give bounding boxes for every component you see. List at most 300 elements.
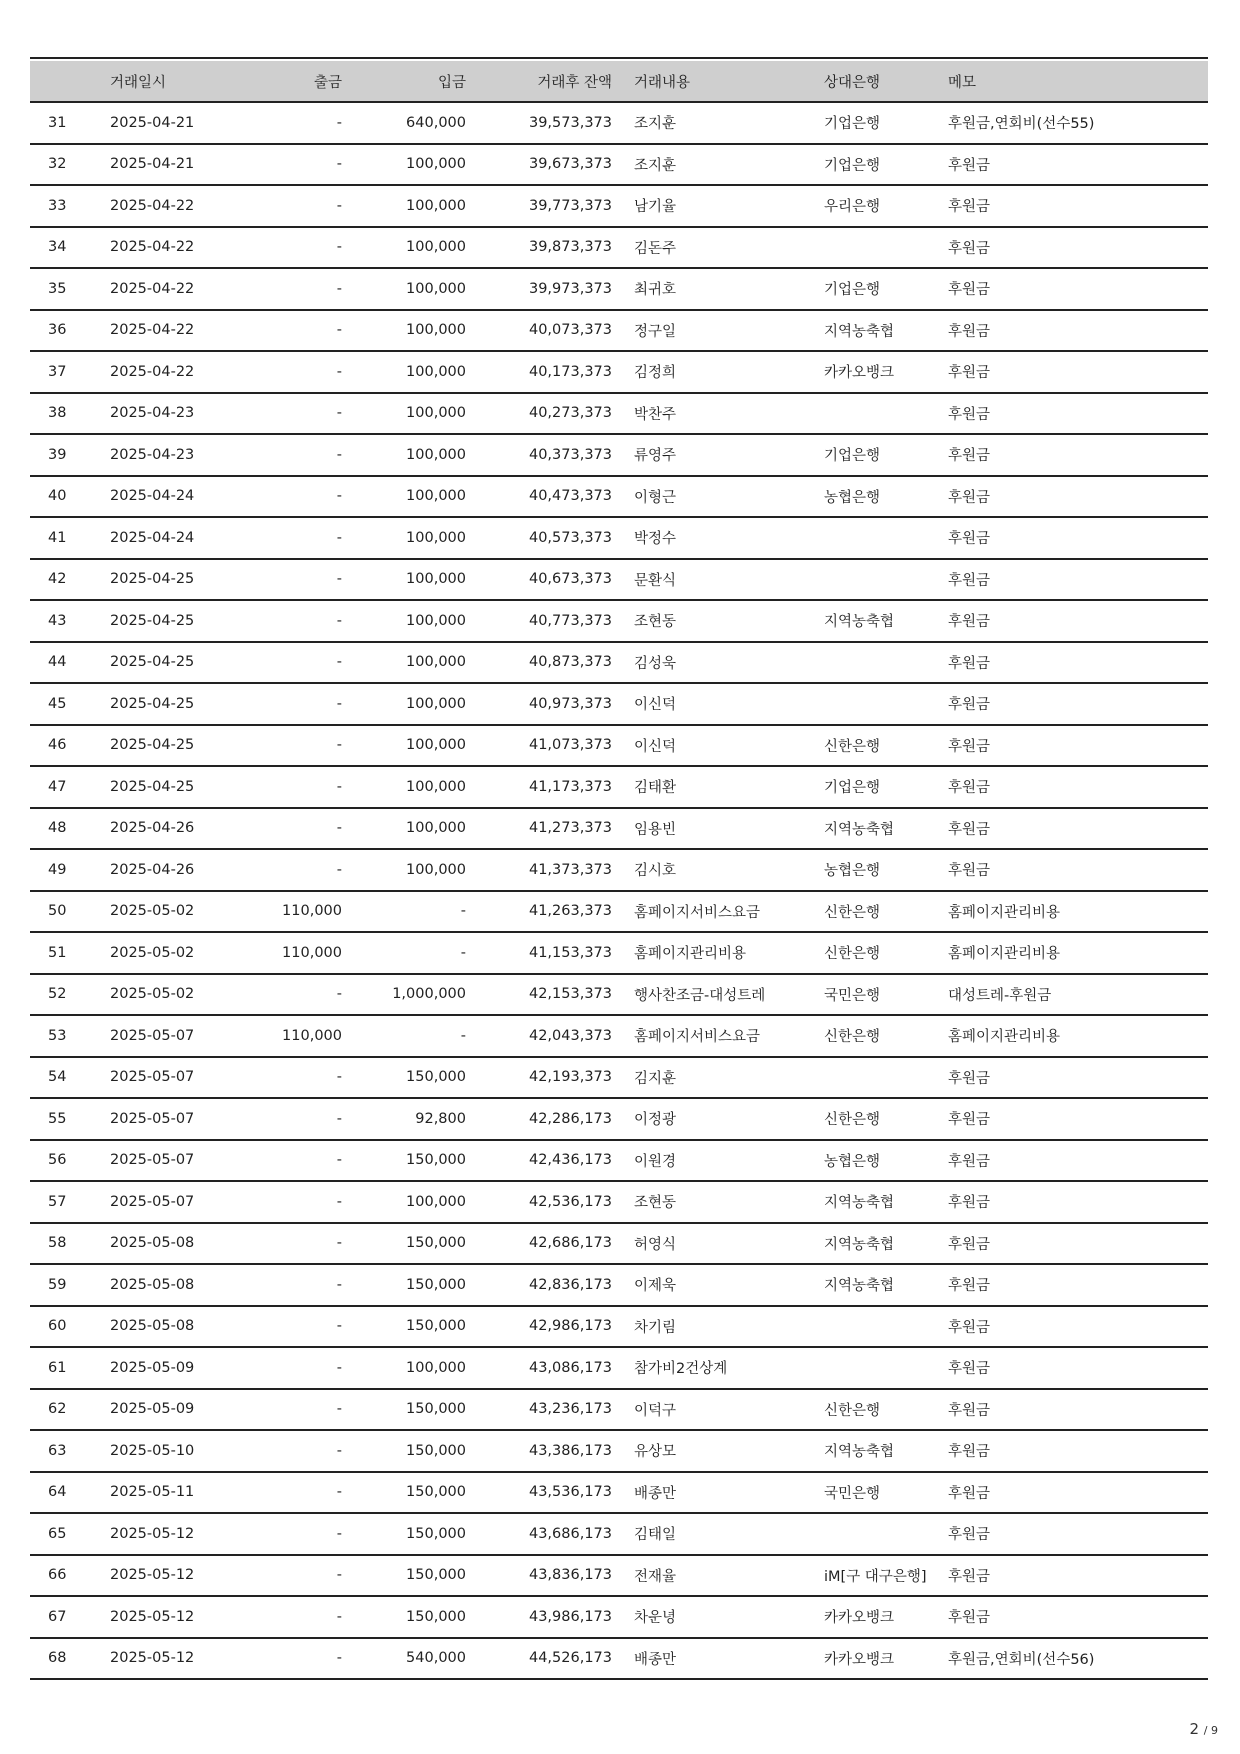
cell-description: 홈페이지서비스요금 [634,891,824,933]
cell-withdraw: - [230,849,342,891]
cell-date: 2025-05-07 [110,1098,230,1140]
table-row [30,351,1208,393]
cell-withdraw: - [230,725,342,767]
cell-bank: 신한은행 [824,1098,948,1140]
cell-withdraw: - [230,1430,342,1472]
cell-date: 2025-04-22 [110,227,230,269]
cell-no: 67 [30,1596,110,1638]
cell-deposit: 100,000 [342,310,466,352]
cell-date: 2025-05-02 [110,974,230,1016]
cell-withdraw: - [230,1638,342,1680]
cell-description: 배종만 [634,1638,824,1680]
cell-description: 차기림 [634,1306,824,1348]
cell-balance: 40,373,373 [466,434,612,476]
cell-description: 홈페이지서비스요금 [634,1015,824,1057]
cell-bank: 신한은행 [824,1389,948,1431]
cell-deposit: 150,000 [342,1472,466,1514]
cell-deposit: 100,000 [342,517,466,559]
cell-no: 65 [30,1513,110,1555]
cell-balance: 42,286,173 [466,1098,612,1140]
cell-deposit: - [342,891,466,933]
cell-memo: 후원금 [948,517,1208,559]
cell-no: 50 [30,891,110,933]
cell-spacer [612,1264,634,1306]
cell-balance: 42,436,173 [466,1140,612,1182]
cell-date: 2025-05-02 [110,891,230,933]
cell-date: 2025-04-25 [110,683,230,725]
cell-description: 김지훈 [634,1057,824,1099]
cell-deposit: 150,000 [342,1430,466,1472]
cell-balance: 39,973,373 [466,268,612,310]
cell-spacer [612,310,634,352]
cell-no: 38 [30,393,110,435]
cell-bank [824,1347,948,1389]
cell-deposit: 100,000 [342,268,466,310]
cell-spacer [612,351,634,393]
cell-no: 41 [30,517,110,559]
cell-spacer [612,1057,634,1099]
cell-bank: 지역농축협 [824,1181,948,1223]
cell-withdraw: - [230,144,342,186]
cell-balance: 43,986,173 [466,1596,612,1638]
cell-bank: 지역농축협 [824,310,948,352]
cell-date: 2025-04-21 [110,102,230,144]
cell-date: 2025-04-25 [110,600,230,642]
cell-bank: 지역농축협 [824,808,948,850]
table-row [30,1555,1208,1597]
cell-withdraw: - [230,227,342,269]
cell-date: 2025-05-09 [110,1389,230,1431]
cell-withdraw: - [230,393,342,435]
cell-no: 54 [30,1057,110,1099]
cell-withdraw: - [230,268,342,310]
cell-withdraw: - [230,808,342,850]
cell-no: 53 [30,1015,110,1057]
cell-balance: 42,986,173 [466,1306,612,1348]
cell-withdraw: - [230,1472,342,1514]
cell-memo: 홈페이지관리비용 [948,1015,1208,1057]
cell-deposit: 100,000 [342,1347,466,1389]
cell-spacer [612,102,634,144]
cell-description: 이신덕 [634,725,824,767]
cell-balance: 41,273,373 [466,808,612,850]
cell-spacer [612,725,634,767]
cell-date: 2025-05-07 [110,1015,230,1057]
cell-no: 40 [30,476,110,518]
cell-deposit: 100,000 [342,1181,466,1223]
cell-no: 37 [30,351,110,393]
cell-memo: 후원금 [948,1430,1208,1472]
cell-description: 홈페이지관리비용 [634,932,824,974]
cell-bank: 우리은행 [824,185,948,227]
table-row [30,891,1208,933]
table-row [30,1223,1208,1265]
table-row [30,1181,1208,1223]
cell-deposit: 100,000 [342,227,466,269]
cell-deposit: 100,000 [342,849,466,891]
header-withdraw: 출금 [230,61,342,102]
cell-withdraw: - [230,1555,342,1597]
cell-description: 전재율 [634,1555,824,1597]
cell-date: 2025-04-24 [110,476,230,518]
cell-bank [824,1513,948,1555]
header-memo: 메모 [948,61,1208,102]
cell-balance: 41,073,373 [466,725,612,767]
cell-deposit: 150,000 [342,1555,466,1597]
table-row [30,1513,1208,1555]
cell-description: 이정광 [634,1098,824,1140]
cell-description: 김태환 [634,766,824,808]
cell-no: 44 [30,642,110,684]
cell-description: 문환식 [634,559,824,601]
cell-memo: 후원금 [948,1389,1208,1431]
cell-no: 49 [30,849,110,891]
cell-balance: 40,773,373 [466,600,612,642]
cell-bank [824,517,948,559]
cell-no: 43 [30,600,110,642]
cell-description: 김시호 [634,849,824,891]
cell-deposit: 100,000 [342,393,466,435]
cell-balance: 40,973,373 [466,683,612,725]
cell-memo: 홈페이지관리비용 [948,891,1208,933]
cell-date: 2025-04-24 [110,517,230,559]
table-row [30,1430,1208,1472]
table-row [30,766,1208,808]
cell-memo: 후원금 [948,393,1208,435]
cell-date: 2025-04-21 [110,144,230,186]
cell-description: 조지훈 [634,144,824,186]
table-header-row [30,61,1208,102]
cell-withdraw: 110,000 [230,932,342,974]
cell-description: 최귀호 [634,268,824,310]
table-row [30,1140,1208,1182]
cell-deposit: 150,000 [342,1140,466,1182]
cell-spacer [612,144,634,186]
cell-bank: 카카오뱅크 [824,1596,948,1638]
cell-description: 조현동 [634,1181,824,1223]
cell-bank: 농협은행 [824,476,948,518]
cell-deposit: 150,000 [342,1596,466,1638]
cell-bank: 카카오뱅크 [824,351,948,393]
cell-no: 39 [30,434,110,476]
cell-memo: 후원금 [948,1472,1208,1514]
cell-memo: 후원금 [948,1555,1208,1597]
cell-date: 2025-05-08 [110,1223,230,1265]
cell-bank [824,393,948,435]
cell-no: 61 [30,1347,110,1389]
cell-deposit: 150,000 [342,1513,466,1555]
cell-memo: 홈페이지관리비용 [948,932,1208,974]
cell-spacer [612,1513,634,1555]
cell-no: 46 [30,725,110,767]
cell-withdraw: 110,000 [230,1015,342,1057]
cell-no: 66 [30,1555,110,1597]
cell-bank: 신한은행 [824,891,948,933]
cell-no: 51 [30,932,110,974]
table-body [30,102,1208,1679]
page-total: / 9 [1203,1724,1218,1737]
cell-balance: 42,193,373 [466,1057,612,1099]
cell-no: 55 [30,1098,110,1140]
cell-spacer [612,932,634,974]
cell-date: 2025-04-22 [110,351,230,393]
cell-balance: 39,873,373 [466,227,612,269]
cell-spacer [612,808,634,850]
table-row [30,849,1208,891]
cell-memo: 후원금 [948,1513,1208,1555]
table-row [30,725,1208,767]
cell-deposit: - [342,1015,466,1057]
cell-withdraw: - [230,642,342,684]
cell-memo: 후원금 [948,600,1208,642]
cell-no: 48 [30,808,110,850]
cell-spacer [612,1596,634,1638]
header-deposit: 입금 [342,61,466,102]
cell-description: 조지훈 [634,102,824,144]
table-row [30,1389,1208,1431]
cell-spacer [612,1347,634,1389]
cell-no: 36 [30,310,110,352]
cell-description: 김성욱 [634,642,824,684]
cell-balance: 43,386,173 [466,1430,612,1472]
cell-withdraw: - [230,517,342,559]
cell-deposit: 100,000 [342,559,466,601]
cell-date: 2025-05-12 [110,1513,230,1555]
cell-description: 이형근 [634,476,824,518]
cell-no: 47 [30,766,110,808]
cell-description: 김태일 [634,1513,824,1555]
cell-balance: 40,073,373 [466,310,612,352]
cell-balance: 41,173,373 [466,766,612,808]
cell-balance: 41,263,373 [466,891,612,933]
table-row [30,268,1208,310]
cell-memo: 후원금 [948,642,1208,684]
cell-bank: 신한은행 [824,932,948,974]
cell-bank: 카카오뱅크 [824,1638,948,1680]
cell-balance: 40,273,373 [466,393,612,435]
table-row [30,600,1208,642]
table-row [30,1306,1208,1348]
cell-date: 2025-05-09 [110,1347,230,1389]
cell-no: 31 [30,102,110,144]
cell-withdraw: - [230,1098,342,1140]
cell-description: 이신덕 [634,683,824,725]
cell-description: 차운녕 [634,1596,824,1638]
cell-balance: 42,686,173 [466,1223,612,1265]
cell-date: 2025-04-22 [110,310,230,352]
cell-withdraw: - [230,351,342,393]
cell-date: 2025-05-08 [110,1306,230,1348]
cell-withdraw: - [230,1057,342,1099]
cell-spacer [612,1181,634,1223]
cell-deposit: 540,000 [342,1638,466,1680]
cell-memo: 후원금 [948,185,1208,227]
cell-description: 이제욱 [634,1264,824,1306]
cell-balance: 41,153,373 [466,932,612,974]
cell-spacer [612,600,634,642]
cell-deposit: 640,000 [342,102,466,144]
cell-withdraw: - [230,559,342,601]
cell-date: 2025-05-08 [110,1264,230,1306]
cell-withdraw: - [230,434,342,476]
table-row [30,393,1208,435]
cell-withdraw: - [230,476,342,518]
cell-memo: 후원금 [948,808,1208,850]
cell-description: 배종만 [634,1472,824,1514]
cell-no: 56 [30,1140,110,1182]
cell-withdraw: - [230,1223,342,1265]
cell-description: 조현동 [634,600,824,642]
table-row [30,559,1208,601]
cell-date: 2025-05-12 [110,1555,230,1597]
cell-memo: 후원금 [948,683,1208,725]
cell-date: 2025-05-12 [110,1638,230,1680]
table-row [30,1098,1208,1140]
cell-date: 2025-04-23 [110,393,230,435]
cell-balance: 40,473,373 [466,476,612,518]
cell-balance: 40,673,373 [466,559,612,601]
cell-memo: 후원금 [948,1223,1208,1265]
cell-deposit: 150,000 [342,1306,466,1348]
cell-deposit: 100,000 [342,642,466,684]
cell-deposit: 150,000 [342,1223,466,1265]
cell-spacer [612,1098,634,1140]
cell-date: 2025-05-02 [110,932,230,974]
cell-memo: 대성트레-후원금 [948,974,1208,1016]
cell-description: 허영식 [634,1223,824,1265]
cell-date: 2025-05-07 [110,1181,230,1223]
cell-no: 32 [30,144,110,186]
cell-date: 2025-04-22 [110,268,230,310]
cell-spacer [612,185,634,227]
cell-balance: 42,536,173 [466,1181,612,1223]
cell-date: 2025-05-11 [110,1472,230,1514]
table-row [30,642,1208,684]
transaction-table [30,61,1208,1680]
cell-withdraw: - [230,102,342,144]
cell-bank [824,559,948,601]
cell-spacer [612,1430,634,1472]
cell-bank [824,683,948,725]
table-row [30,1638,1208,1680]
cell-spacer [612,891,634,933]
cell-no: 62 [30,1389,110,1431]
page-indicator [1189,1720,1218,1738]
header-description: 거래내용 [634,61,824,102]
cell-bank [824,227,948,269]
cell-deposit: 100,000 [342,808,466,850]
cell-spacer [612,849,634,891]
cell-withdraw: - [230,683,342,725]
table-row [30,932,1208,974]
cell-date: 2025-04-25 [110,642,230,684]
cell-memo: 후원금 [948,849,1208,891]
page-current: 2 [1189,1720,1200,1738]
cell-no: 35 [30,268,110,310]
cell-balance: 43,536,173 [466,1472,612,1514]
cell-bank: 지역농축협 [824,1223,948,1265]
cell-withdraw: - [230,1306,342,1348]
cell-memo: 후원금 [948,310,1208,352]
cell-withdraw: - [230,1140,342,1182]
table-row [30,102,1208,144]
cell-spacer [612,517,634,559]
cell-date: 2025-04-23 [110,434,230,476]
cell-no: 42 [30,559,110,601]
cell-withdraw: - [230,1389,342,1431]
cell-bank: 농협은행 [824,849,948,891]
cell-deposit: 150,000 [342,1389,466,1431]
cell-memo: 후원금 [948,1098,1208,1140]
cell-no: 34 [30,227,110,269]
cell-description: 김돈주 [634,227,824,269]
cell-bank: 지역농축협 [824,1430,948,1472]
cell-spacer [612,974,634,1016]
cell-spacer [612,766,634,808]
cell-deposit: 100,000 [342,683,466,725]
cell-deposit: 100,000 [342,725,466,767]
table-row [30,1347,1208,1389]
cell-bank: 기업은행 [824,144,948,186]
cell-bank [824,1057,948,1099]
cell-no: 60 [30,1306,110,1348]
cell-date: 2025-04-22 [110,185,230,227]
cell-withdraw: - [230,974,342,1016]
cell-date: 2025-05-07 [110,1057,230,1099]
cell-bank: 국민은행 [824,1472,948,1514]
cell-date: 2025-05-07 [110,1140,230,1182]
table-row [30,1057,1208,1099]
cell-description: 임용빈 [634,808,824,850]
cell-no: 33 [30,185,110,227]
cell-deposit: 150,000 [342,1057,466,1099]
cell-memo: 후원금 [948,1264,1208,1306]
cell-date: 2025-05-10 [110,1430,230,1472]
cell-date: 2025-04-26 [110,808,230,850]
cell-description: 김정희 [634,351,824,393]
table-row [30,1264,1208,1306]
table-row [30,1015,1208,1057]
cell-spacer [612,434,634,476]
cell-balance: 39,573,373 [466,102,612,144]
cell-bank: 신한은행 [824,1015,948,1057]
cell-description: 박정수 [634,517,824,559]
cell-memo: 후원금,연회비(선수56) [948,1638,1208,1680]
cell-deposit: 100,000 [342,351,466,393]
cell-balance: 41,373,373 [466,849,612,891]
cell-withdraw: - [230,1181,342,1223]
table-row [30,434,1208,476]
cell-balance: 42,153,373 [466,974,612,1016]
table-row [30,310,1208,352]
cell-balance: 43,836,173 [466,1555,612,1597]
cell-date: 2025-04-25 [110,559,230,601]
cell-deposit: 100,000 [342,144,466,186]
cell-withdraw: - [230,1264,342,1306]
header-spacer [612,61,634,102]
cell-memo: 후원금 [948,1057,1208,1099]
cell-no: 64 [30,1472,110,1514]
cell-date: 2025-04-25 [110,766,230,808]
cell-memo: 후원금 [948,476,1208,518]
cell-spacer [612,1015,634,1057]
cell-date: 2025-04-26 [110,849,230,891]
cell-balance: 43,236,173 [466,1389,612,1431]
cell-spacer [612,559,634,601]
cell-deposit: 150,000 [342,1264,466,1306]
cell-spacer [612,1223,634,1265]
cell-memo: 후원금 [948,268,1208,310]
